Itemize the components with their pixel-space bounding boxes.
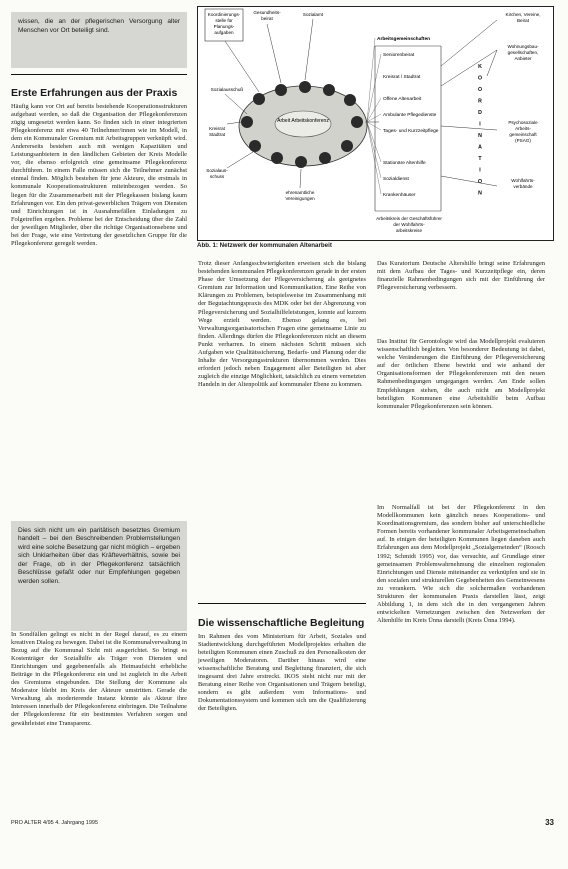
label-sozialamt: Sozialamt [302, 12, 324, 17]
label-kreisrat [209, 126, 226, 137]
column2-paragraph-1: Trotz dieser Anfangsschwierigkeiten erweisen sich die bislang bestehenden kommunalen Pflegekonferenzen gerade in der ersten Phase der Umsetzung der Pflegeversicherung als geeignetes Gremium zur Information und Kommunikation. Eine Reihe von Klärungen zu Problemen, beispielsweise im Zusammenhang mit der Begutachtungspraxis des MDK oder bei der Abgrenzung von Pflegeversicherung und Sozialhilfeleistungen, konnte auf kurzem Wege erzielt werden. Ebenso gelang es, bei Verwaltungsorganisatorischen Fragen eine gemeinsame Linie zu finden. Allerdings dürfen die Pflegekonferenzen nicht an diesem Punkt verharren. In einem nächsten Schritt müssen sich Aufgaben wie Qualitätssicherung, Bedarfs- und Planung oder die Inhalte der Versorgungsstrukturen übernommen werden. Dies erfordert jedoch neben Engagement aller Beteiligten ist aber zugleich die einzige Möglichkeit, tatsächlich zu einem vernetzten Handeln in der Altenpolitik auf kommunaler Ebene zu kommen. [198, 260, 366, 389]
label-wohlfahrtsverbaende: Wohlfahrts- [511, 178, 535, 183]
label-gesundheitsbeirat-line: Gesundheits- [253, 10, 281, 15]
box-mid-text: Dies sich nicht um ein paritätisch besetztes Gremium handelt – bei den Beschreibenden Problemstellungen wird eine solche Besetzung gar nicht möglich – ergeben sich Unklarheiten über das Kräfteverhältnis, sowie bei der Frage, ob in der Pflegekonferenz tatsächlich Beschlüsse gefaßt oder nur Empfehlungen gegeben werden sollen. [18, 526, 180, 586]
section-title-erste-erfahrungen: Erste Erfahrungen aus der Praxis [11, 74, 187, 100]
label-krankenhaeuser: Krankenhäuser [383, 193, 416, 198]
label-wohlfahrtsverbaende: verbände [513, 184, 533, 189]
label-psag: gemeinschaft [509, 132, 537, 137]
label-gesundheitsbeirat-line: beirat [261, 16, 273, 21]
section-title-wissenschaftliche-begleitung: Die wissenschaftliche Begleitung [198, 603, 366, 630]
side-letter: R [478, 98, 482, 105]
column1-paragraph-2: In Sondfällen gelingt es nicht in der Regel darauf, es zu einem kreativen Dialog zu bewegen. Dabei ist die Kommunalverwaltung in Bezug auf die Kommunal Sicht mit ausgerichtet. So bringt es Kostenträger der Sozialhilfe als Träger von Diensten und Einrichtungen und gegebenenfalls als Heimaufsicht erhebliche Beiträge in die Pflegekonferenz ein und ist zugleich in die Arbeit des Gremiums eingebunden. Die Stellung der Kommune als Moderator bleibt im Kreis der Akteure umstritten. Gerade die Verwaltung als moderierende Instanz könnte als Akteur ihre Interessen innerhalb der Pflegekonferenz einbringen. Die Teilnahme der Pflegekonferenz für ein bestimmtes Verfahren sorgen und gewährleistet eine Transparenz. [11, 630, 187, 727]
label-arbeitskreis-geschaeftsfuehrer: arbeitskreise [395, 228, 423, 233]
label-ambulante-dienste: Ambulante Pflegedienste [383, 113, 437, 118]
label-arbeitsgemeinschaften: Arbeitsgemeinschaften [377, 37, 431, 42]
label-koordinierungsstelle-line: stelle für [215, 18, 233, 23]
center-label: Arbeit Arbeitskonferenz [277, 118, 329, 124]
side-letter: N [478, 133, 482, 139]
label-koordinierungsstelle-line: Planungs- [213, 24, 235, 29]
label-koordinierungsstelle-line: Koordinierungs- [207, 12, 241, 17]
label-sozialausschuss: Sozialausschuß [210, 87, 244, 92]
side-letter: O [477, 179, 483, 185]
column3-paragraph-3: Im Normalfall ist bei der Pflegekonferenz in den Modellkommunen kein gänzlich neues Kooperations- und Koordinationsgremium, das sondern bisher auf unterschiedliche Formen bereits vorhandener kommunaler Arbeitsgemeinschaften auf. In einigen der beteiligten Kommunen liegen daneben auch Erfahrungen aus dem Modellprojekt „Sozialgemeinden“ (Roosch 1992; Schmidt 1995) vor, das versuchte, auf Grundlage einer gemeinsamen Problemwahrnehmung die einzelnen regionalen Einrichtungen und Dienste miteinander zu verknüpfen und sie in den sozialen und strukturellen Gegebenheiten des Gemeinwesens zu verankern. Wie sich die solchermaßen vorhandenen Strukturen der kommunalen Praxis darstellen lässt, zeigt Abbildung 1, in dem sich die in den vergangenen Jahren entwickelten Vernetzungen zwischen den Netzwerken der Altenhilfe im Kreis Ünna darstellt (Kreis Ünna 1994). [377, 504, 545, 625]
page-number: 33 [545, 818, 554, 827]
network-diagram [197, 6, 554, 242]
side-letter: I [479, 167, 481, 174]
column1-paragraph-1: Häufig kann vor Ort auf bereits bestehende Kooperationsstrukturen aufgebaut werden, so daß die Organisation der Pflegekonferenzen zügig umgesetzt werden kann. So finden sich in einer integrierten Pflegekonferenz mit etwa 40 Teilnehmer/innen wie im Modell, in dem ein Kommunaler Gremium mit Arbeitsgruppen verknüpft wird. Andererseits bestehen auch mit wenigen Kapazitäten und Leistungsanbietern in den ländlichen Gebieten der Kreis Modelle vor, die ebenso erfolgreich eine gemeinsame Pflegekonferenz durchführen. In einem Falle müssen sich die Teilnehmer zunächst einmal finden. Möglich bestehen für jene Akteure, die erstmals in kommunale Kooperationsstrukturen miteinbezogen werden. So liegen für die Zusammenarbeit mit der Pflegekassen bislang kaum Erfahrungen vor. Ein den privat-gewerblichen Trägern von Diensten und Einrichtungen ist in Ausnahmefällen Einladungen zu Folgetreffen ergeben. Probleme bei der Entscheidung über die Zahl der jeweiligen Mitglieder, über die richtige Organisationsebene und bei der Frage, wie eine Vertretung der gesetzlichen Gruppe für die Pflegekonferenz geregelt werden. [11, 102, 187, 248]
side-letter: T [478, 156, 482, 162]
highlight-box-top [11, 12, 187, 68]
side-letter: O [477, 87, 483, 93]
label-kirchen-vereine: Beirat [516, 18, 530, 23]
label-stationaere-altenhilfe: Stationäre Altenhilfe [383, 161, 426, 166]
label-psag: Arbeits- [515, 126, 531, 131]
label-ehrenamtliche-line: ehrenamtliche [285, 190, 315, 195]
label-wohnungsbau: Wohnungsbau- [507, 44, 539, 49]
label-offene-altenarbeit: Offene Altenarbeit [383, 97, 422, 102]
label-koordinierungsstelle-line: aufgaben [214, 30, 234, 35]
figure-caption: Abb. 1: Netzwerk der kommunalen Altenarbeit [197, 242, 332, 249]
label-seniorenbeirat: Seniorenbeirat [383, 53, 415, 58]
label-ehrenamtliche [285, 190, 315, 201]
highlight-box-middle [11, 521, 187, 631]
column3-paragraph-1: Das Kuratorium Deutsche Altershilfe bringt seine Erfahrungen mit dem Aufbau der Tages- und Kurzzeitpflege ein, deren finanzielle Rahmenbedingungen sich mit der Einführung der Pflegeversicherung verbessern. [377, 260, 545, 292]
side-letter: K [478, 64, 482, 70]
table-center-shape [275, 111, 331, 137]
column2-paragraph-2: Im Rahmen des vom Ministerium für Arbeit, Soziales und Stadtentwicklung durchgeführten Modellprojektes erhalten die beteiligten Kommunen einen Zuschuß zu den Personalkosten der jeweiligen Moderatoren. Darüber hinaus wird eine wissenschaftliche Beratung und Begleitung finanziert, die sich insgesamt drei Jahre erstreckt. IKOS steht nicht nur mit der Beratung einer Reihe von Organisationen und Trägern beteiligt, sondern es gibt außerdem vom Informations- und Dokumentationssystem und kommen sich um die Qualifizierung der Beteiligten. [198, 632, 366, 713]
network-figure [197, 6, 554, 252]
side-letter: O [477, 75, 483, 82]
label-tagespflege: Tages- und Kurzzeitpflege [383, 129, 439, 134]
column-1 [11, 12, 187, 869]
label-kirchen-vereine: Kirchen, Vereine, [505, 12, 541, 17]
label-wohnungsbau: gesellschaften, [507, 50, 539, 55]
label-sozialausschuss-unten-line: schuss [209, 174, 225, 179]
footer-journal: PRO ALTER 4/95 4. Jahrgang 1995 [11, 820, 99, 826]
label-kreisrat-stadtrat: Kreisrat / Stadtrat [383, 75, 421, 80]
side-letter: I [479, 121, 481, 128]
label-psag: Psychosoziale [508, 120, 538, 125]
column-3 [377, 260, 545, 800]
label-psag: (PSAG) [515, 138, 531, 143]
label-sozialausschuss-unten-line: Sozialaus- [206, 168, 228, 173]
label-arbeitskreis-geschaeftsfuehrer: Arbeitskreis der Geschäftsführer [376, 216, 442, 221]
label-kreisrat-line: Kreisrat [209, 126, 225, 131]
side-letter: A [478, 144, 482, 151]
label-sozialdienst: Sozialdienst [383, 177, 409, 182]
box-top-text: wissen, die an der pflegerischen Versorgung alter Menschen vor Ort beteiligt sind. [18, 18, 180, 34]
label-wohnungsbau: Anbieter [514, 56, 532, 61]
side-letter: N [478, 190, 482, 197]
side-letter: D [478, 110, 482, 116]
label-kreisrat-line: Stadtrat [208, 132, 226, 137]
label-arbeitskreis-geschaeftsfuehrer: der Wohlfahrts- [393, 222, 425, 227]
column-2 [198, 260, 366, 838]
label-ehrenamtliche-line: Vereinigungen [285, 196, 315, 201]
column3-paragraph-2: Das Institut für Gerontologie wird das Modellprojekt evaluieren wissenschaftlich begleiten. Von besonderer Bedeutung ist dabei, welche Veränderungen die Einführung der Pflegeversicherung auf der örtlichen Ebene bewirkt und wie anhand der Organisationsformen der Pflegekonferenzen mit den neuen Rahmenbedingungen umgegangen werden. Am Ende sollen Empfehlungen stehen, die auch nicht am Modellprojekt beteiligten Kommunen eine Arbeitshilfe beim Aufbau kommunaler Pflegekonferenzen sein können. [377, 338, 545, 410]
